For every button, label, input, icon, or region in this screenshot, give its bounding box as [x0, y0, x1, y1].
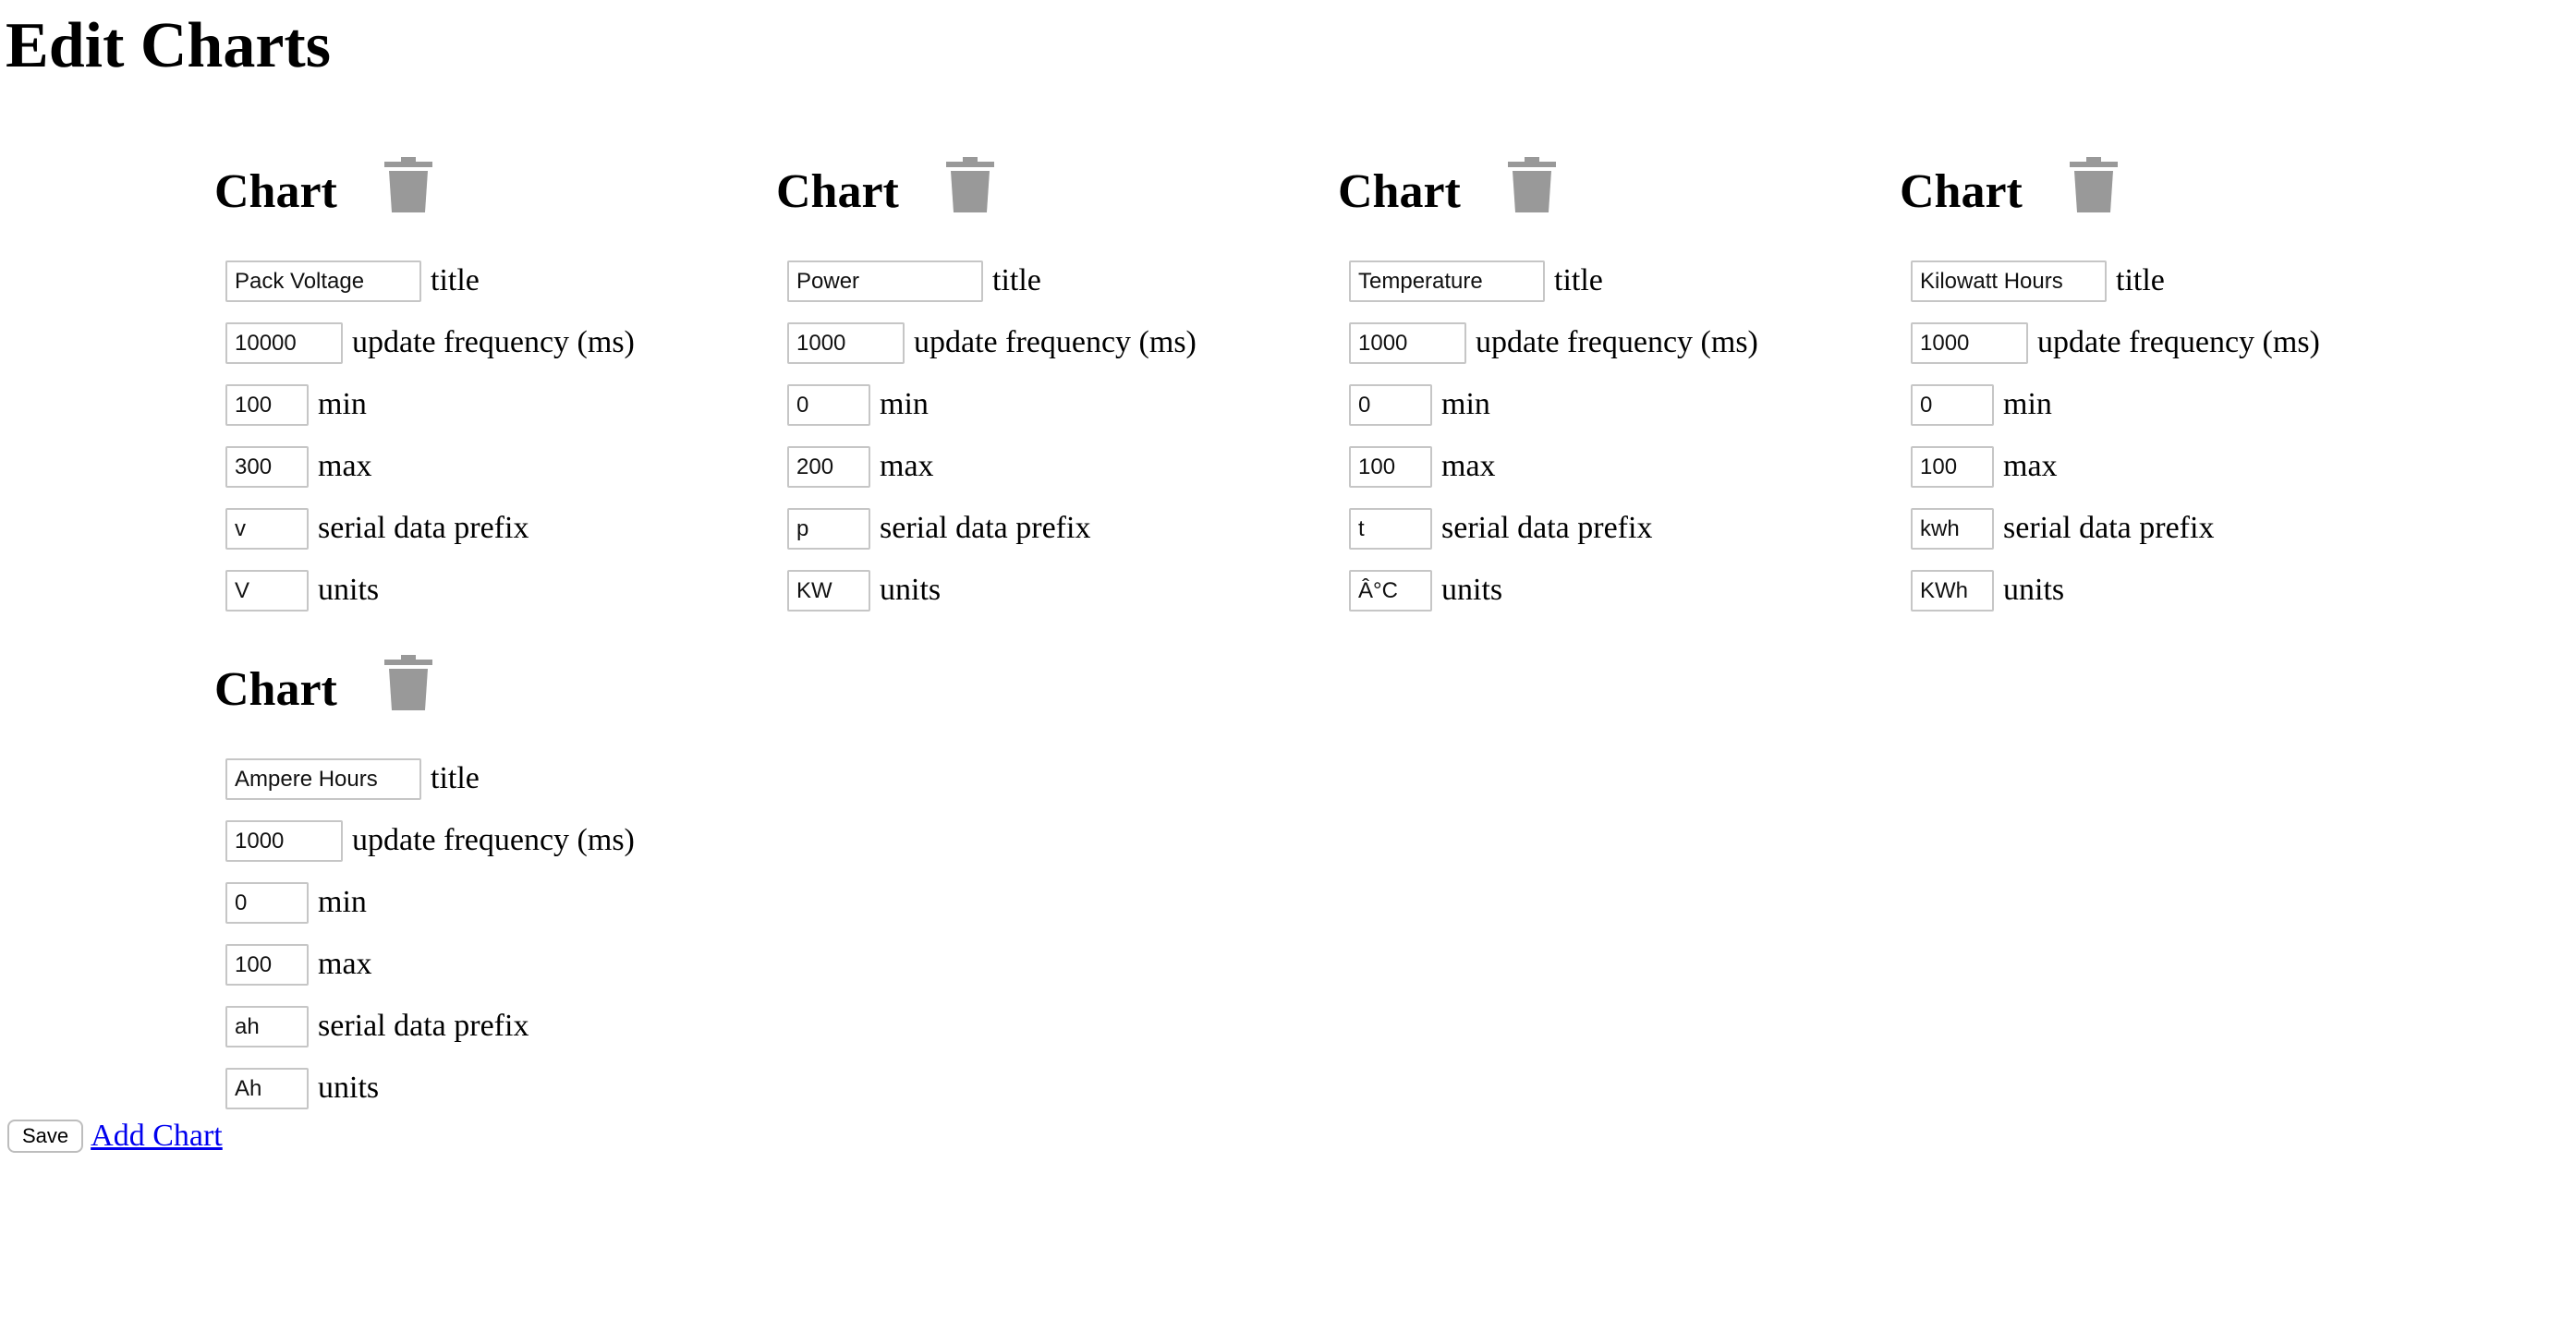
delete-chart-button[interactable] [383, 653, 434, 712]
chart-card [1338, 155, 1855, 636]
units-row [1911, 569, 2064, 612]
max-label: max [880, 449, 934, 483]
units-input[interactable] [225, 1068, 309, 1109]
update-frequency-input[interactable] [225, 820, 343, 862]
delete-chart-button[interactable] [944, 155, 996, 214]
serial-prefix-input[interactable] [225, 508, 309, 550]
update-frequency-label: update frequency (ms) [914, 325, 1197, 359]
units-row [225, 569, 379, 612]
update-frequency-label: update frequency (ms) [2037, 325, 2320, 359]
max-input[interactable] [225, 944, 309, 986]
chart-card-header [1900, 155, 2417, 229]
chart-card [1900, 155, 2417, 636]
min-input[interactable] [1911, 384, 1994, 426]
serial-prefix-label: serial data prefix [318, 511, 529, 545]
chart-title-input[interactable] [1911, 260, 2107, 302]
max-row [1349, 445, 1496, 488]
min-row [225, 383, 367, 426]
serial-prefix-row [225, 507, 529, 550]
trash-icon [2068, 155, 2120, 214]
max-input[interactable] [1911, 446, 1994, 488]
chart-card [214, 653, 732, 1133]
title-label: title [992, 263, 1041, 297]
min-input[interactable] [787, 384, 870, 426]
max-label: max [2003, 449, 2058, 483]
save-button[interactable]: Save [7, 1120, 83, 1153]
chart-card-header [214, 653, 732, 727]
units-input[interactable] [787, 570, 870, 612]
serial-prefix-input[interactable] [1349, 508, 1432, 550]
units-input[interactable] [225, 570, 309, 612]
min-row [1349, 383, 1490, 426]
max-input[interactable] [225, 446, 309, 488]
chart-title-input[interactable] [787, 260, 983, 302]
chart-heading: Chart [214, 663, 337, 716]
chart-card-header [214, 155, 732, 229]
serial-prefix-row [1349, 507, 1652, 550]
min-label: min [1441, 387, 1490, 421]
min-input[interactable] [225, 882, 309, 924]
units-label: units [2003, 573, 2065, 607]
max-input[interactable] [787, 446, 870, 488]
units-row [1349, 569, 1502, 612]
serial-prefix-row [225, 1005, 529, 1047]
chart-title-input[interactable] [1349, 260, 1545, 302]
chart-card-header [1338, 155, 1855, 229]
update-frequency-row [225, 819, 635, 862]
min-row [1911, 383, 2052, 426]
serial-prefix-input[interactable] [1911, 508, 1994, 550]
units-input[interactable] [1349, 570, 1432, 612]
update-frequency-label: update frequency (ms) [352, 325, 635, 359]
serial-prefix-row [1911, 507, 2214, 550]
title-row [225, 260, 480, 302]
max-row [787, 445, 934, 488]
update-frequency-row [1349, 321, 1758, 364]
trash-icon [383, 155, 434, 214]
max-label: max [318, 947, 372, 981]
units-row [787, 569, 941, 612]
min-input[interactable] [1349, 384, 1432, 426]
serial-prefix-label: serial data prefix [880, 511, 1091, 545]
title-row [1911, 260, 2165, 302]
units-label: units [318, 573, 380, 607]
chart-heading: Chart [214, 165, 337, 218]
min-row [225, 881, 367, 924]
trash-icon [1506, 155, 1558, 214]
serial-prefix-label: serial data prefix [318, 1009, 529, 1043]
add-chart-link[interactable]: Add Chart [91, 1119, 223, 1153]
units-label: units [1441, 573, 1503, 607]
min-row [787, 383, 929, 426]
min-label: min [318, 885, 367, 919]
delete-chart-button[interactable] [1506, 155, 1558, 214]
serial-prefix-input[interactable] [225, 1006, 309, 1047]
chart-heading: Chart [776, 165, 899, 218]
min-label: min [2003, 387, 2052, 421]
serial-prefix-label: serial data prefix [2003, 511, 2215, 545]
min-input[interactable] [225, 384, 309, 426]
units-input[interactable] [1911, 570, 1994, 612]
update-frequency-input[interactable] [787, 322, 905, 364]
chart-heading: Chart [1338, 165, 1461, 218]
trash-icon [383, 653, 434, 712]
chart-card-header [776, 155, 1294, 229]
update-frequency-input[interactable] [1911, 322, 2028, 364]
max-label: max [1441, 449, 1496, 483]
title-label: title [1554, 263, 1603, 297]
trash-icon [944, 155, 996, 214]
min-label: min [318, 387, 367, 421]
units-label: units [880, 573, 942, 607]
update-frequency-input[interactable] [225, 322, 343, 364]
title-label: title [431, 263, 480, 297]
title-row [225, 757, 480, 800]
page-title: Edit Charts [6, 10, 331, 81]
title-row [787, 260, 1041, 302]
units-row [225, 1067, 379, 1109]
min-label: min [880, 387, 929, 421]
units-label: units [318, 1071, 380, 1105]
chart-title-input[interactable] [225, 758, 421, 800]
form-actions [7, 1115, 223, 1157]
max-label: max [318, 449, 372, 483]
update-frequency-label: update frequency (ms) [1476, 325, 1758, 359]
chart-title-input[interactable] [225, 260, 421, 302]
update-frequency-row [225, 321, 635, 364]
chart-card [214, 155, 732, 636]
max-row [225, 445, 372, 488]
delete-chart-button[interactable] [383, 155, 434, 214]
chart-heading: Chart [1900, 165, 2023, 218]
max-input[interactable] [1349, 446, 1432, 488]
delete-chart-button[interactable] [2068, 155, 2120, 214]
serial-prefix-label: serial data prefix [1441, 511, 1653, 545]
title-label: title [2116, 263, 2165, 297]
update-frequency-row [1911, 321, 2320, 364]
title-row [1349, 260, 1603, 302]
update-frequency-label: update frequency (ms) [352, 823, 635, 857]
chart-card [776, 155, 1294, 636]
update-frequency-input[interactable] [1349, 322, 1466, 364]
max-row [225, 943, 372, 986]
serial-prefix-row [787, 507, 1090, 550]
update-frequency-row [787, 321, 1197, 364]
max-row [1911, 445, 2058, 488]
title-label: title [431, 761, 480, 795]
serial-prefix-input[interactable] [787, 508, 870, 550]
